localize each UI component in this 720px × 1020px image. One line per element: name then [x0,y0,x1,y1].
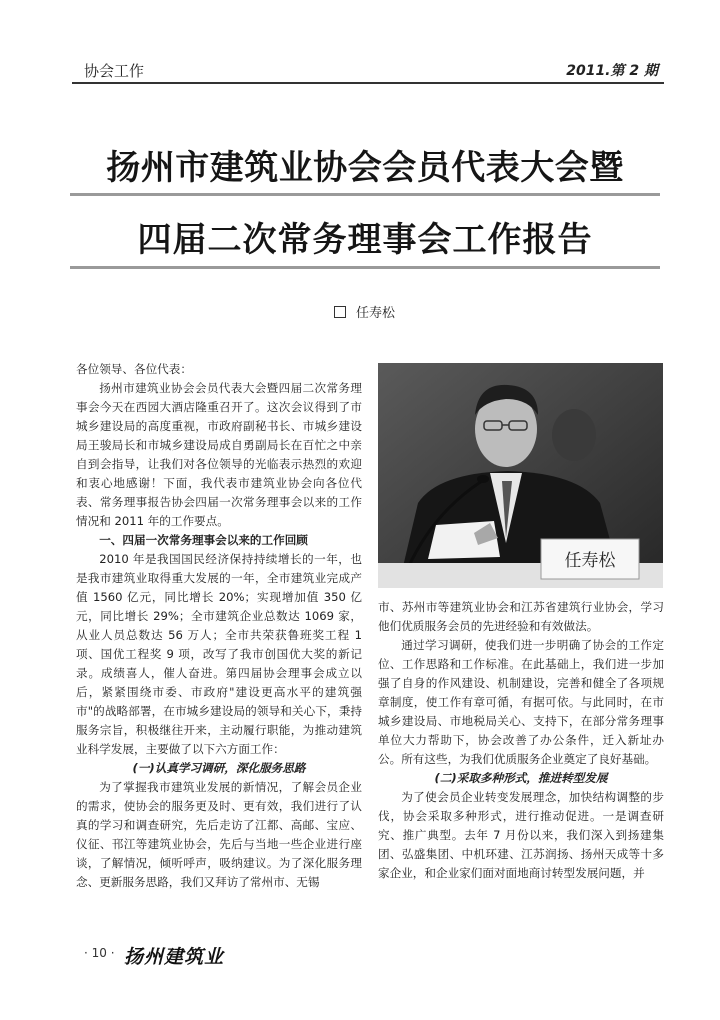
subheading-2: (二)采取多种形式，推进转型发展 [434,771,608,785]
header-rule [72,82,664,84]
review-paragraph: 2010 年是我国国民经济保持持续增长的一年，也是我市建筑业取得重大发展的一年，全市建筑业完成产值 1560 亿元，同比增长 20%；实现增加值 350 亿元，同比增长 29%；全市建筑企业总数达 1069 家，从业人员总数达 56 万人；全市共荣获鲁班奖工程 1 项、国优工程奖 9 项，改写了我市创国优大奖的新记录。成绩喜人，催人奋进。第四届协会理事会成立以后，紧紧围绕市委、市政府"建设更高水平的建筑强市"的战略部署，在市城乡建设局的领导和关心下，秉持服务宗旨，积极继往开来，主动履行职能，为推动建筑业科学发展，主要做了以下六方面工作： [76,552,362,756]
author-name: 任寿松 [356,306,396,321]
continued-paragraph: 市、苏州市等建筑业协会和江苏省建筑行业协会，学习他们优质服务会员的先进经验和有效做法。 [378,600,664,633]
author-byline [334,302,395,321]
right-column [378,598,664,883]
page-header [72,58,664,84]
page-number: · 10 · [84,946,115,960]
left-column [76,360,362,892]
journal-logo: 扬州建筑业 [124,946,225,968]
research-paragraph: 为了掌握我市建筑业发展的新情况，了解会员企业的需求，使协会的服务更及时、更有效，我们进行了认真的学习和调查研究，先后走访了江都、高邮、宝应、仪征、邗江等建筑业协会，先后与当地一些企业进行座谈，了解情况，倾听呼声，吸纳建议。为了深化服务理念、更新服务思路，我们又拜访了常州市、无锡 [76,780,362,889]
section-heading-1: 一、四届一次常务理事会以来的工作回顾 [99,533,308,547]
subheading-1: (一)认真学习调研，深化服务思路 [132,761,306,775]
article-title-line2: 四届二次常务理事会工作报告 [137,220,593,260]
section-label: 协会工作 [84,62,145,80]
nameplate-text: 任寿松 [564,551,616,571]
intro-paragraph: 扬州市建筑业协会会员代表大会暨四届二次常务理事会今天在西园大酒店隆重召开了。这次会议得到了市城乡建设局的高度重视，市政府副秘书长、市城乡建设局王骏局长和市城乡建设局成自勇副局长在百忙之中亲自到会指导，让我们对各位领导的光临表示热烈的欢迎和衷心地感谢！下面，我代表市建筑业协会向各位代表、常务理事报告协会四届一次常务理事会以来的工作情况和 2011 年的工作要点。 [76,381,362,528]
speaker-illustration [378,363,663,588]
speaker-photo [378,363,663,588]
issue-number: 2011.第 2 期 [566,63,658,79]
salutation: 各位领导、各位代表： [76,362,192,376]
transition-paragraph: 为了使会员企业转变发展理念，加快结构调整的步伐，协会采取多种形式，进行推动促进。一是调查研究、推广典型。去年 7 月份以来，我们深入到扬建集团、弘盛集团、中机环建、江苏润扬、扬州天成等十多家企业，和企业家们面对面地商讨转型发展问题，并 [378,790,664,880]
title-underline-2 [70,266,660,269]
results-paragraph: 通过学习调研，使我们进一步明确了协会的工作定位、工作思路和工作标准。在此基础上，我们进一步加强了自身的作风建设、机制建设，完善和健全了各项规章制度，使工作有章可循，有据可依。与此同时，在市城乡建设局、市地税局关心、支持下，在部分常务理事单位大力帮助下，协会改善了办公条件，迁入新址办公。所有这些，为我们优质服务企业奠定了良好基础。 [378,638,664,766]
title-underline-1 [70,193,660,196]
byline-box-icon [334,306,346,318]
article-title-line1: 扬州市建筑业协会会员代表大会暨 [106,148,624,188]
